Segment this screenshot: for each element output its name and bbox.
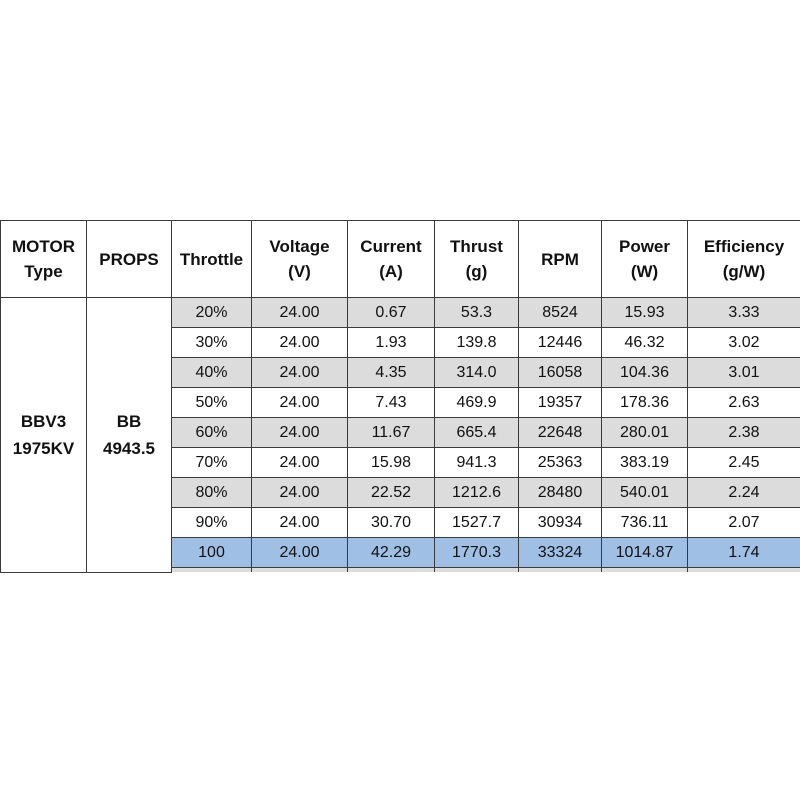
rpm-cell: 25363 [519,448,602,478]
header-voltage: Voltage (V) [252,221,348,298]
cutoff-cell [172,568,252,573]
cutoff-cell [519,568,602,573]
cutoff-cell [348,568,435,573]
efficiency-cell: 3.33 [688,298,800,328]
current-cell: 0.67 [348,298,435,328]
voltage-cell: 24.00 [252,418,348,448]
throttle-cell: 70% [172,448,252,478]
power-cell: 104.36 [602,358,688,388]
power-cell: 15.93 [602,298,688,328]
efficiency-cell: 1.74 [688,538,800,568]
efficiency-cell: 2.24 [688,478,800,508]
power-cell: 736.11 [602,508,688,538]
current-cell: 22.52 [348,478,435,508]
efficiency-cell: 3.02 [688,328,800,358]
props-cell: BB 4943.5 [87,298,172,573]
current-cell: 15.98 [348,448,435,478]
header-rpm: RPM [519,221,602,298]
header-power: Power (W) [602,221,688,298]
current-cell: 30.70 [348,508,435,538]
thrust-cell: 1527.7 [435,508,519,538]
efficiency-cell: 2.38 [688,418,800,448]
current-cell: 1.93 [348,328,435,358]
thrust-cell: 314.0 [435,358,519,388]
throttle-cell: 100 [172,538,252,568]
cutoff-cell [688,568,800,573]
thrust-cell: 1770.3 [435,538,519,568]
header-current: Current (A) [348,221,435,298]
throttle-cell: 60% [172,418,252,448]
voltage-cell: 24.00 [252,448,348,478]
motor-type-cell: BBV3 1975KV [1,298,87,573]
throttle-cell: 30% [172,328,252,358]
efficiency-cell: 2.45 [688,448,800,478]
power-cell: 1014.87 [602,538,688,568]
current-cell: 7.43 [348,388,435,418]
current-cell: 42.29 [348,538,435,568]
header-thrust: Thrust (g) [435,221,519,298]
table-row [1,298,800,328]
cutoff-cell [602,568,688,573]
thrust-cell: 469.9 [435,388,519,418]
current-cell: 11.67 [348,418,435,448]
efficiency-cell: 2.63 [688,388,800,418]
rpm-cell: 8524 [519,298,602,328]
cutoff-cell [252,568,348,573]
motor-test-table [0,220,800,573]
throttle-cell: 40% [172,358,252,388]
thrust-cell: 665.4 [435,418,519,448]
voltage-cell: 24.00 [252,508,348,538]
header-row [1,221,800,298]
throttle-cell: 90% [172,508,252,538]
rpm-cell: 16058 [519,358,602,388]
header-props: PROPS [87,221,172,298]
rpm-cell: 28480 [519,478,602,508]
voltage-cell: 24.00 [252,478,348,508]
voltage-cell: 24.00 [252,298,348,328]
throttle-cell: 20% [172,298,252,328]
throttle-cell: 50% [172,388,252,418]
rpm-cell: 33324 [519,538,602,568]
voltage-cell: 24.00 [252,328,348,358]
header-throttle: Throttle [172,221,252,298]
power-cell: 280.01 [602,418,688,448]
rpm-cell: 12446 [519,328,602,358]
thrust-cell: 139.8 [435,328,519,358]
power-cell: 540.01 [602,478,688,508]
header-motor-type: MOTOR Type [1,221,87,298]
thrust-cell: 941.3 [435,448,519,478]
power-cell: 178.36 [602,388,688,418]
efficiency-cell: 2.07 [688,508,800,538]
spec-sheet [0,220,800,573]
voltage-cell: 24.00 [252,358,348,388]
current-cell: 4.35 [348,358,435,388]
rpm-cell: 19357 [519,388,602,418]
efficiency-cell: 3.01 [688,358,800,388]
voltage-cell: 24.00 [252,538,348,568]
power-cell: 383.19 [602,448,688,478]
header-efficiency: Efficiency (g/W) [688,221,800,298]
thrust-cell: 1212.6 [435,478,519,508]
thrust-cell: 53.3 [435,298,519,328]
cutoff-cell [435,568,519,573]
rpm-cell: 22648 [519,418,602,448]
throttle-cell: 80% [172,478,252,508]
rpm-cell: 30934 [519,508,602,538]
voltage-cell: 24.00 [252,388,348,418]
power-cell: 46.32 [602,328,688,358]
